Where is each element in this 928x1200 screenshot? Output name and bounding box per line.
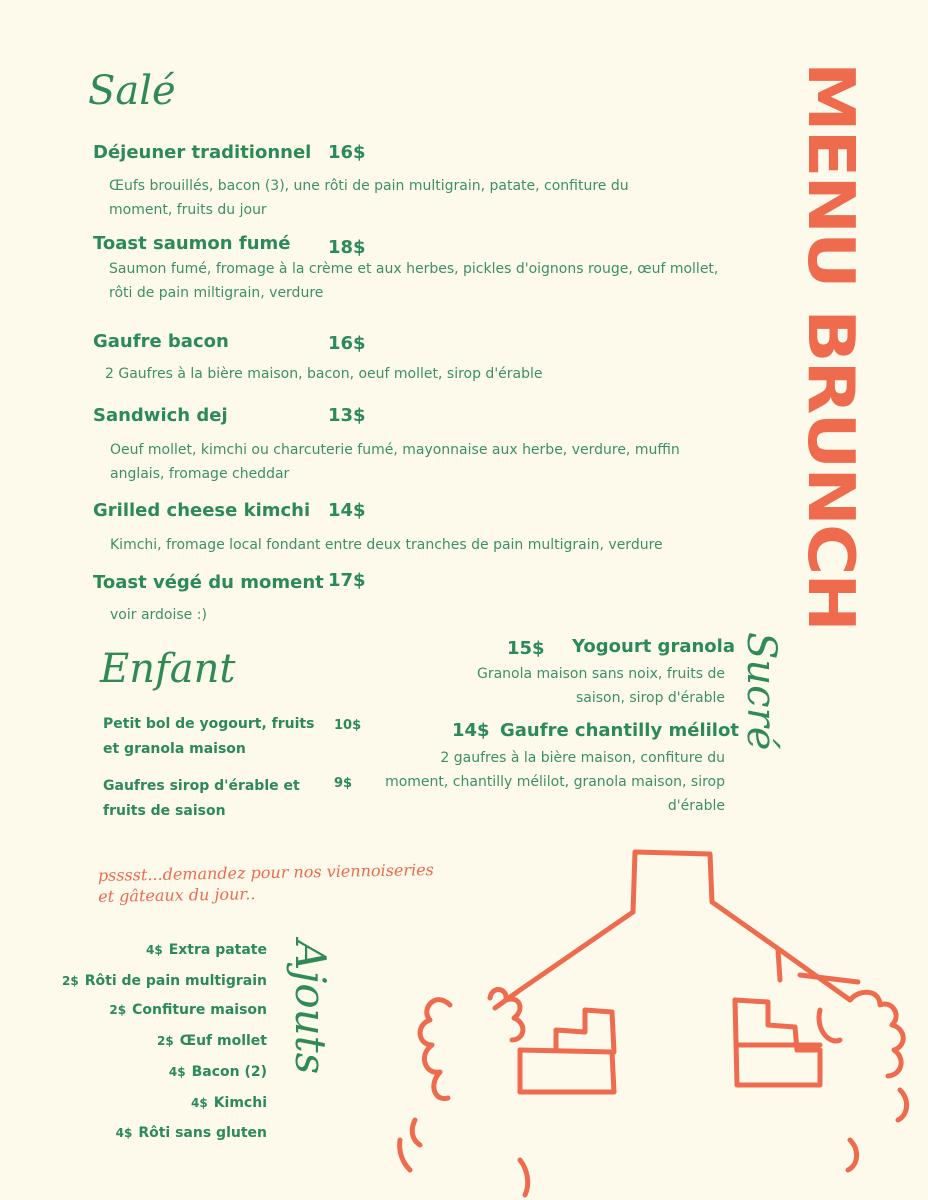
addon-item xyxy=(191,1095,267,1111)
addon-name: Extra patate xyxy=(168,942,267,958)
addon-name: Confiture maison xyxy=(132,1002,267,1018)
section-heading-enfant: Enfant xyxy=(100,646,236,692)
addon-price: 2$ xyxy=(109,1003,127,1017)
addon-price: 4$ xyxy=(190,1096,208,1110)
item-price: 17$ xyxy=(328,570,366,591)
item-description: 2 Gaufres à la bière maison, bacon, oeuf mollet, sirop d'érable xyxy=(105,366,543,382)
item-description: Oeuf mollet, kimchi ou charcuterie fumé, mayonnaise aux herbe, verdure, muffin anglais, fromage cheddar xyxy=(110,442,680,482)
item-name: Sandwich dej xyxy=(93,405,228,426)
item-description: Kimchi, fromage local fondant entre deux tranches de pain multigrain, verdure xyxy=(110,537,663,553)
item-price: 16$ xyxy=(328,333,366,354)
addon-item xyxy=(109,1002,267,1018)
item-description: Granola maison sans noix, fruits de saison, sirop d'érable xyxy=(476,666,725,706)
item-price: 14$ xyxy=(452,720,490,741)
addon-price: 4$ xyxy=(145,943,163,957)
addon-price: 2$ xyxy=(157,1034,174,1048)
item-name: Toast végé du moment xyxy=(93,572,324,593)
kid-item-price: 10$ xyxy=(334,718,362,733)
addon-name: Kimchi xyxy=(213,1095,267,1111)
addon-item xyxy=(146,942,267,958)
addon-name: Rôti sans gluten xyxy=(138,1125,267,1141)
addon-item xyxy=(157,1033,267,1049)
item-description: Saumon fumé, fromage à la crème et aux herbes, pickles d'oignons rouge, œuf mollet, rôti de pain miltigrain, verdure xyxy=(109,261,719,301)
kid-item-price: 9$ xyxy=(334,776,353,791)
item-name: Grilled cheese kimchi xyxy=(93,500,311,521)
item-description: voir ardoise :) xyxy=(110,607,207,623)
section-heading-sucre: Sucré xyxy=(738,632,784,751)
item-description: 2 gaufres à la bière maison, confiture du moment, chantilly mélilot, granola maison, sirop d'érable xyxy=(385,750,725,814)
addon-name: Rôti de pain multigrain xyxy=(84,973,267,989)
section-heading-sale: Salé xyxy=(88,68,176,114)
addon-price: 4$ xyxy=(115,1126,133,1140)
item-name: Toast saumon fumé xyxy=(93,233,291,254)
addon-price: 4$ xyxy=(168,1065,186,1079)
item-name: Déjeuner traditionnel xyxy=(93,142,312,163)
item-price: 18$ xyxy=(328,237,366,258)
kid-item-name: Petit bol de yogourt, fruits et granola maison xyxy=(103,716,315,757)
addon-item xyxy=(169,1064,267,1080)
menu-title: MENU BRUNCH xyxy=(793,62,869,630)
addon-name: Œuf mollet xyxy=(179,1033,267,1049)
tip-note: psssst...demandez pour nos viennoiseries et gâteaux du jour.. xyxy=(97,860,434,906)
item-price: 16$ xyxy=(328,142,366,163)
item-name: Gaufre bacon xyxy=(93,331,229,352)
item-price: 13$ xyxy=(328,405,366,426)
section-heading-ajouts: Ajouts xyxy=(286,940,335,1075)
item-name: Yogourt granola xyxy=(572,636,735,657)
item-price: 15$ xyxy=(507,638,545,659)
house-illustration-icon xyxy=(380,840,928,1200)
addon-item xyxy=(116,1125,267,1141)
item-price: 14$ xyxy=(328,500,366,521)
kid-item-name: Gaufres sirop d'érable et fruits de saison xyxy=(103,778,300,819)
addon-name: Bacon (2) xyxy=(191,1064,267,1080)
item-name: Gaufre chantilly mélilot xyxy=(500,720,739,741)
addon-price: 2$ xyxy=(62,974,79,988)
item-description: Œufs brouillés, bacon (3), une rôti de pain multigrain, patate, confiture du moment, fruits du jour xyxy=(109,178,629,218)
addon-item xyxy=(62,973,267,989)
